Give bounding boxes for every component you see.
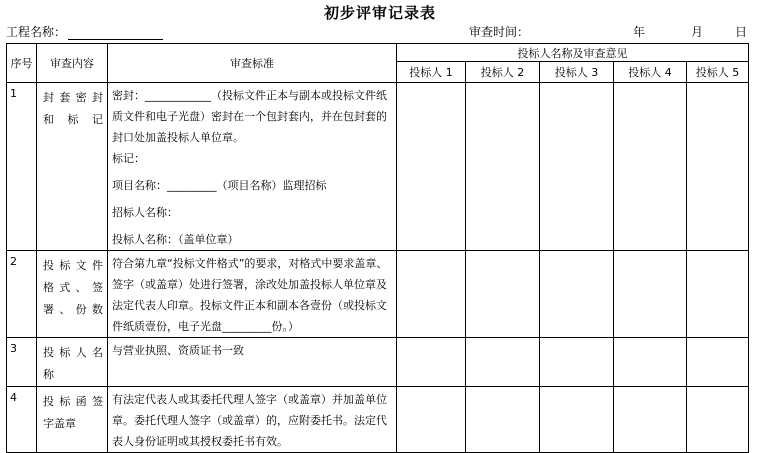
bidder-opinion-cell[interactable] bbox=[687, 387, 749, 453]
row-review-item bbox=[37, 251, 108, 338]
standard-paragraph: 与营业执照、资质证书一致 bbox=[112, 344, 244, 357]
header-bidder-4: 投标人 4 bbox=[614, 62, 687, 83]
row-review-item-line: 投标人名 bbox=[43, 346, 103, 359]
row-review-item bbox=[37, 387, 108, 453]
standard-paragraph: 招标人名称： bbox=[112, 206, 178, 219]
bidder-opinion-cell[interactable] bbox=[687, 338, 749, 387]
header-serial-no: 序号 bbox=[7, 44, 37, 83]
standard-paragraph: 有法定代表人或其委托代理人签字（或盖章）并加盖单位章。委托代理人签字（或盖章）的，应附委托书。法定代表人身份证明或其授权委托书有效。 bbox=[112, 393, 387, 448]
row-review-item-line: 投标函签 bbox=[43, 395, 103, 408]
header-review-standard: 审查标准 bbox=[108, 44, 397, 83]
bidder-opinion-cell[interactable] bbox=[397, 338, 466, 387]
row-review-item-line: 封套密封 bbox=[43, 91, 103, 104]
row-review-standard bbox=[108, 83, 397, 251]
table-row bbox=[7, 387, 749, 453]
row-review-item-line: 字盖章 bbox=[43, 417, 76, 430]
bidder-opinion-cell[interactable] bbox=[614, 387, 687, 453]
header-bidder-5: 投标人 5 bbox=[687, 62, 749, 83]
review-time-label: 审查时间： bbox=[469, 25, 530, 39]
bidder-opinion-cell[interactable] bbox=[466, 338, 540, 387]
standard-paragraph: 符合第九章“投标文件格式”的要求，对格式中要求盖章、签字（或盖章）处进行签署，涂改处加盖投标人单位章及法定代表人印章。投标文件正本和副本各壹份（或投标文件纸质壹份，电子光盘_________份。） bbox=[112, 257, 388, 333]
day-label: 日 bbox=[735, 25, 748, 39]
row-serial-no: 1 bbox=[7, 83, 37, 251]
row-review-standard bbox=[108, 387, 397, 453]
table-row bbox=[7, 83, 749, 251]
table-row bbox=[7, 251, 749, 338]
row-review-standard bbox=[108, 338, 397, 387]
bidder-opinion-cell[interactable] bbox=[466, 83, 540, 251]
year-label: 年 bbox=[633, 25, 646, 39]
row-serial-no: 4 bbox=[7, 387, 37, 453]
bidder-opinion-cell[interactable] bbox=[466, 387, 540, 453]
project-name-line bbox=[6, 24, 163, 40]
row-review-item-line: 称 bbox=[43, 368, 54, 381]
bidder-opinion-cell[interactable] bbox=[397, 387, 466, 453]
header-bidder-1: 投标人 1 bbox=[397, 62, 466, 83]
bidder-opinion-cell[interactable] bbox=[540, 251, 614, 338]
header-bidder-2: 投标人 2 bbox=[466, 62, 540, 83]
bidder-opinion-cell[interactable] bbox=[614, 338, 687, 387]
bidder-opinion-cell[interactable] bbox=[540, 338, 614, 387]
standard-paragraph: 投标人名称：（盖单位章） bbox=[112, 233, 239, 246]
standard-paragraph: 密封：____________（投标文件正本与副本或投标文件纸质文件和电子光盘）密封在一个包封套内，并在包封套的封口处加盖投标人单位章。 bbox=[112, 89, 387, 144]
header-bidder-3: 投标人 3 bbox=[540, 62, 614, 83]
row-review-item bbox=[37, 338, 108, 387]
row-review-standard bbox=[108, 251, 397, 338]
header-review-item: 审查内容 bbox=[37, 44, 108, 83]
bidder-opinion-cell[interactable] bbox=[466, 251, 540, 338]
project-name-blank bbox=[68, 27, 163, 40]
row-serial-no: 3 bbox=[7, 338, 37, 387]
bidder-opinion-cell[interactable] bbox=[540, 387, 614, 453]
table-row bbox=[7, 338, 749, 387]
bidder-opinion-cell[interactable] bbox=[614, 251, 687, 338]
bidder-opinion-cell[interactable] bbox=[614, 83, 687, 251]
header-bidder-group: 投标人名称及审查意见 bbox=[397, 44, 749, 62]
row-review-item-line: 和标记 bbox=[43, 113, 103, 126]
row-review-item-line: 署、份数 bbox=[43, 303, 103, 316]
standard-paragraph: 项目名称：_________（项目名称）监理招标 bbox=[112, 179, 327, 192]
bidder-opinion-cell[interactable] bbox=[540, 83, 614, 251]
row-serial-no: 2 bbox=[7, 251, 37, 338]
review-table bbox=[6, 43, 749, 453]
month-label: 月 bbox=[691, 25, 704, 39]
bidder-opinion-cell[interactable] bbox=[397, 251, 466, 338]
document-title: 初步评审记录表 bbox=[323, 4, 436, 22]
standard-paragraph: 标记： bbox=[112, 152, 145, 165]
bidder-opinion-cell[interactable] bbox=[687, 251, 749, 338]
bidder-opinion-cell[interactable] bbox=[397, 83, 466, 251]
row-review-item bbox=[37, 83, 108, 251]
review-time-line bbox=[469, 24, 747, 40]
bidder-opinion-cell[interactable] bbox=[687, 83, 749, 251]
row-review-item-line: 投标文件 bbox=[43, 259, 103, 272]
project-name-label: 工程名称： bbox=[6, 25, 67, 39]
row-review-item-line: 格式、签 bbox=[43, 281, 103, 294]
